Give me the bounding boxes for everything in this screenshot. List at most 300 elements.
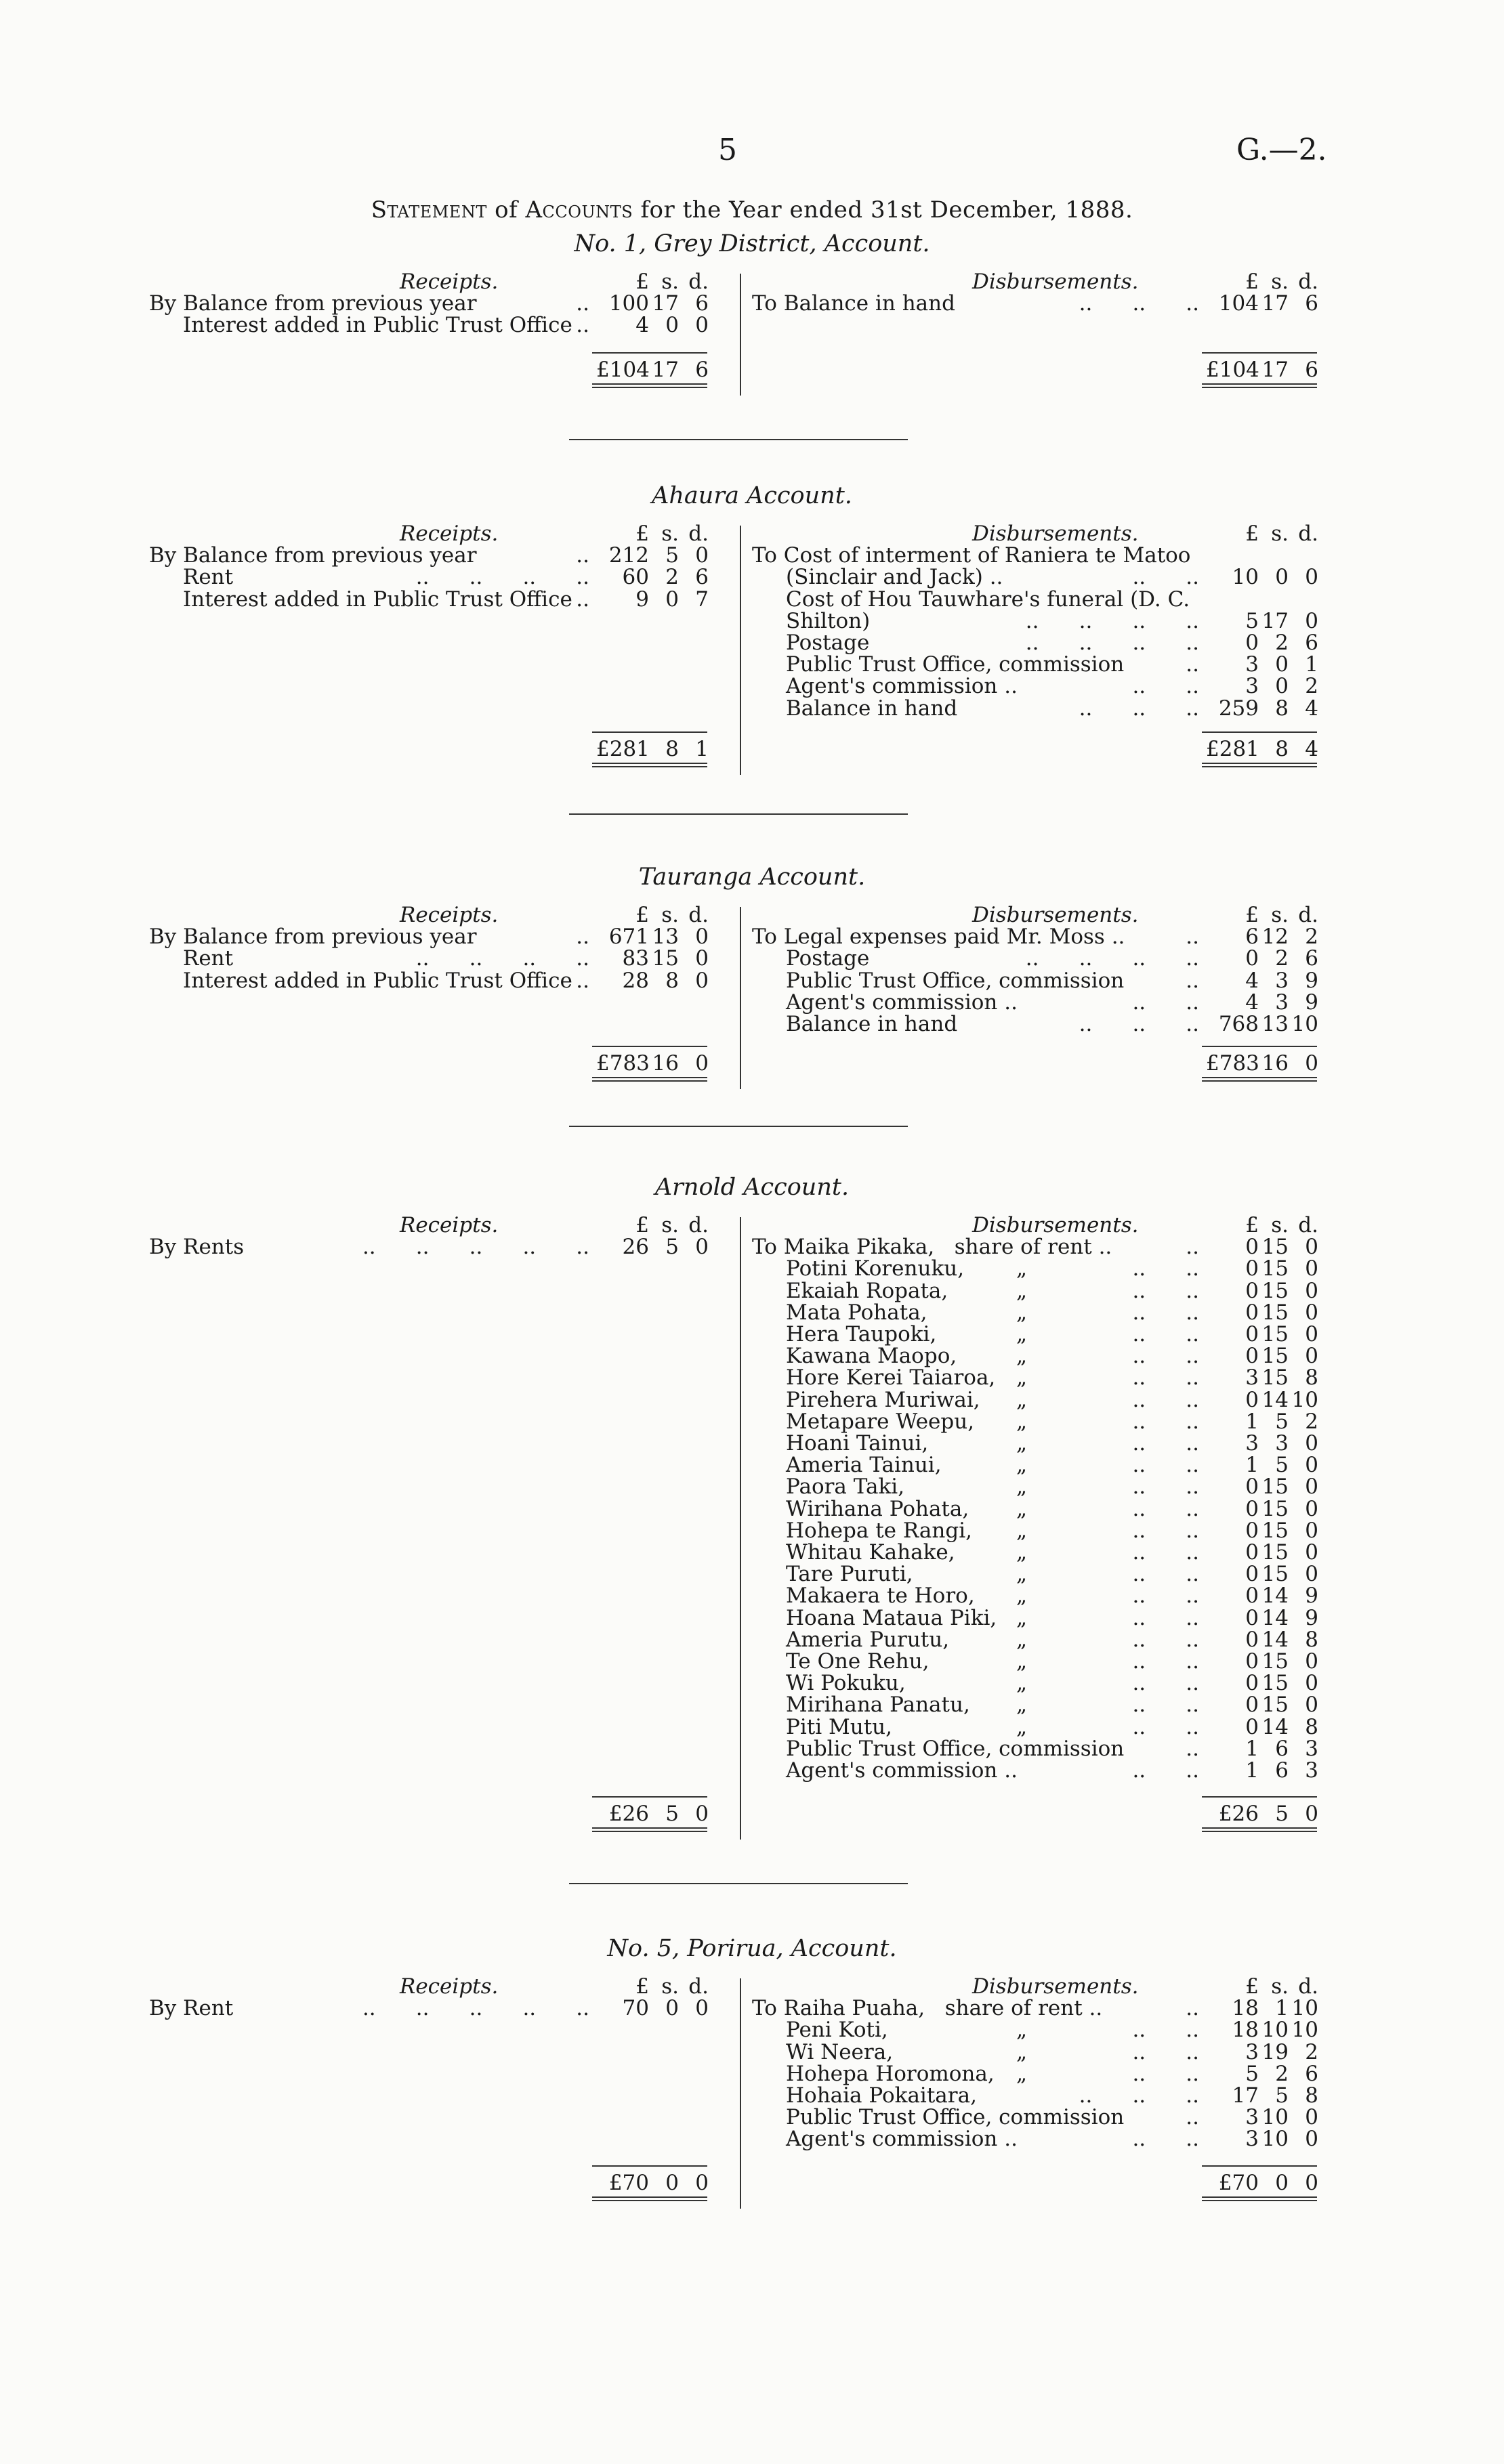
- receipt-amount-shillings: 2: [665, 565, 679, 590]
- disbursement-amount: [1206, 1256, 1318, 1281]
- receipts-total-rule-double: [592, 1077, 707, 1082]
- disbursements-total-amount-shillings: 16: [1261, 1051, 1289, 1076]
- disbursement-amount-shillings: 0: [1275, 565, 1289, 590]
- disbursement-amount-pence: 0: [1305, 1562, 1318, 1587]
- disbursement-amount-pence: 4: [1305, 696, 1318, 721]
- leader-dots: .. ..: [1132, 1693, 1199, 1718]
- disbursement-label: Public Trust Office, commission: [786, 2105, 1125, 2130]
- receipt-amount-shillings: 0: [665, 1996, 679, 2021]
- disbursements-total-amount: [1206, 1802, 1318, 1826]
- disbursements-lsd-header-pound: £: [1245, 1213, 1259, 1237]
- leader-dots: .. ..: [1132, 1627, 1199, 1652]
- ditto-mark: „: [1016, 1605, 1028, 1630]
- disbursement-amount-pounds: 18: [1232, 2018, 1259, 2043]
- disbursement-label: Ameria Tainui,: [786, 1453, 942, 1478]
- leader-dots: .. ..: [1132, 1431, 1199, 1456]
- receipt-amount-shillings: 5: [665, 1235, 679, 1260]
- disbursements-total-amount-pounds: £281: [1206, 737, 1259, 761]
- statement-title-word: Statement: [371, 196, 487, 224]
- disbursement-amount-pounds: 3: [1245, 652, 1259, 677]
- ditto-mark: „: [1016, 1496, 1028, 1521]
- page-number: 5: [718, 133, 737, 167]
- ditto-mark: „: [1016, 1540, 1028, 1565]
- disbursement-label: Whitau Kahake,: [786, 1540, 955, 1565]
- receipt-amount-pounds: 671: [608, 925, 649, 950]
- receipts-total-rule-top: [592, 731, 707, 733]
- ditto-mark: „: [1016, 1365, 1028, 1390]
- disbursement-amount-shillings: 5: [1275, 2083, 1289, 2108]
- disbursements-heading: Disbursements.: [972, 522, 1139, 546]
- disbursements-heading: Disbursements.: [972, 1974, 1139, 1999]
- ditto-mark: „: [1016, 2018, 1028, 2043]
- receipt-amount-shillings: 5: [665, 543, 679, 568]
- disbursements-lsd-header-shilling: s.: [1271, 1974, 1289, 1999]
- ditto-mark: „: [1016, 1693, 1028, 1718]
- disbursement-amount: [1206, 1409, 1318, 1434]
- disbursement-amount-pounds: 0: [1245, 1387, 1259, 1412]
- disbursement-label: Te One Rehu,: [786, 1649, 929, 1674]
- leader-dots: .. .. .. .. ..: [362, 1235, 589, 1260]
- disbursement-label: Paora Taki,: [786, 1474, 905, 1500]
- section-separator: [569, 1883, 908, 1884]
- receipts-lsd-header-shilling: s.: [661, 1974, 679, 1999]
- column-divider: [740, 1217, 741, 1840]
- disbursement-label: Balance in hand: [786, 696, 958, 721]
- disbursement-amount: [1206, 1693, 1318, 1717]
- disbursement-label: Potini Korenuku,: [786, 1256, 965, 1281]
- disbursement-amount-pence: 0: [1305, 1278, 1318, 1303]
- disbursement-amount: [1206, 1758, 1318, 1783]
- disbursement-amount-pence: 0: [1305, 1453, 1318, 1478]
- disbursement-amount-pounds: 4: [1245, 968, 1259, 993]
- disbursement-amount-shillings: 3: [1275, 990, 1289, 1015]
- disbursement-label: Postage: [786, 631, 870, 655]
- disbursement-amount-pounds: 17: [1232, 2083, 1259, 2108]
- disbursement-amount-pence: 2: [1305, 674, 1318, 699]
- disbursements-heading: Disbursements.: [972, 1213, 1139, 1237]
- disbursement-amount: [1206, 1649, 1318, 1674]
- leader-dots: .. .. .. ..: [1025, 608, 1199, 633]
- receipts-heading: Receipts.: [400, 522, 499, 546]
- disbursement-amount: [1206, 925, 1318, 949]
- receipts-total-amount-pounds: £783: [596, 1051, 650, 1076]
- disbursement-amount: [1206, 1453, 1318, 1477]
- disbursement-amount-pounds: 0: [1245, 1693, 1259, 1718]
- leader-dots: ..: [576, 291, 589, 316]
- disbursement-amount-pence: 9: [1305, 990, 1318, 1015]
- receipts-total-rule-top: [592, 1046, 707, 1047]
- disbursement-amount: [1206, 1388, 1318, 1412]
- disbursement-amount-pounds: 0: [1245, 1627, 1259, 1652]
- disbursement-amount-shillings: 15: [1261, 1474, 1289, 1500]
- receipts-total-amount-pounds: £26: [608, 1802, 649, 1826]
- leader-dots: ..: [1186, 652, 1199, 677]
- disbursement-label: Piti Mutu,: [786, 1714, 892, 1739]
- leader-dots: ..: [576, 313, 589, 338]
- disbursement-amount-shillings: 15: [1261, 1300, 1289, 1325]
- disbursements-total-amount-pence: 0: [1305, 1051, 1318, 1076]
- disbursement-amount: [1206, 1518, 1318, 1543]
- leader-dots: .. ..: [1132, 1453, 1199, 1478]
- disbursement-amount-shillings: 15: [1261, 1322, 1289, 1346]
- disbursement-amount-pence: 0: [1305, 1540, 1318, 1565]
- receipts-total-rule-top: [592, 2165, 707, 2167]
- leader-dots: ..: [1186, 925, 1199, 950]
- disbursement-amount-shillings: 10: [1261, 2018, 1289, 2043]
- account-title: Ahaura Account.: [652, 482, 852, 509]
- disbursement-amount-pence: 8: [1305, 1365, 1318, 1390]
- disbursement-amount-pounds: 10: [1232, 565, 1259, 590]
- leader-dots: ..: [576, 968, 589, 993]
- ditto-mark: „: [1016, 1344, 1028, 1369]
- section-separator: [569, 439, 908, 440]
- receipt-amount-shillings: 8: [665, 968, 679, 993]
- leader-dots: .. ..: [1132, 1496, 1199, 1521]
- disbursement-amount-pounds: 0: [1245, 1671, 1259, 1696]
- leader-dots: .. .. ..: [1079, 1012, 1199, 1036]
- disbursement-amount-pounds: 3: [1245, 2039, 1259, 2064]
- column-divider: [740, 274, 741, 396]
- disbursements-lsd-header-shilling: s.: [1271, 1213, 1289, 1237]
- receipts-lsd-header-pence: d.: [688, 522, 709, 546]
- disbursements-total-amount-shillings: 8: [1275, 737, 1289, 761]
- disbursement-amount-shillings: 15: [1261, 1693, 1289, 1718]
- receipt-amount-pence: 0: [695, 925, 709, 950]
- disbursement-amount-pounds: 3: [1245, 674, 1259, 699]
- disbursements-total-amount-pence: 0: [1305, 1802, 1318, 1826]
- disbursement-amount: [1206, 1474, 1318, 1499]
- disbursement-amount-pence: 0: [1305, 1474, 1318, 1500]
- receipts-total-amount-shillings: 0: [665, 2171, 679, 2195]
- disbursement-amount-pounds: 18: [1232, 1996, 1259, 2021]
- account-title: Tauranga Account.: [638, 864, 866, 891]
- disbursement-amount: [1206, 696, 1318, 721]
- leader-dots: ..: [576, 543, 589, 568]
- disbursements-total-amount-shillings: 0: [1275, 2171, 1289, 2195]
- leader-dots: .. .. ..: [1079, 2083, 1199, 2108]
- disbursement-amount: [1206, 1671, 1318, 1695]
- receipt-label: By Rents: [149, 1235, 245, 1260]
- column-divider: [740, 907, 741, 1089]
- receipts-total-rule-top: [592, 352, 707, 354]
- leader-dots: .. ..: [1132, 1758, 1199, 1783]
- disbursements-lsd-header: [1206, 522, 1318, 546]
- disbursement-amount: [1206, 1628, 1318, 1652]
- disbursement-amount: [1206, 652, 1318, 677]
- disbursement-amount: [1206, 2083, 1318, 2108]
- disbursements-total-amount: [1206, 1051, 1318, 1076]
- disbursement-amount-pence: 0: [1305, 1300, 1318, 1325]
- disbursement-amount-pence: 8: [1305, 2083, 1318, 2108]
- disbursement-amount-pence: 0: [1305, 2105, 1318, 2130]
- receipt-amount: [596, 946, 709, 971]
- leader-dots: ..: [1186, 1235, 1199, 1260]
- receipts-total-amount-pence: 0: [695, 2171, 709, 2195]
- leader-dots: .. ..: [1132, 565, 1199, 590]
- disbursements-total-amount-shillings: 5: [1275, 1802, 1289, 1826]
- disbursement-amount-pence: 8: [1305, 1714, 1318, 1739]
- leader-dots: .. ..: [1132, 1387, 1199, 1412]
- disbursement-label: To Cost of interment of Raniera te Matoo: [752, 543, 1191, 568]
- disbursement-label: Hoani Tainui,: [786, 1431, 929, 1456]
- disbursement-amount-shillings: 15: [1261, 1235, 1289, 1260]
- disbursement-amount-pounds: 768: [1218, 1012, 1259, 1036]
- receipts-lsd-header-pence: d.: [688, 1213, 709, 1237]
- statement-title: [0, 196, 1504, 224]
- disbursement-label: Pirehera Muriwai,: [786, 1387, 980, 1412]
- disbursement-amount-shillings: 15: [1261, 1365, 1289, 1390]
- disbursements-lsd-header-pound: £: [1245, 522, 1259, 546]
- disbursement-amount-pounds: 3: [1245, 2105, 1259, 2130]
- receipts-lsd-header-shilling: s.: [661, 1213, 679, 1237]
- receipt-label: By Balance from previous year: [149, 291, 477, 316]
- leader-dots: .. ..: [1132, 2061, 1199, 2086]
- receipts-total-amount-shillings: 8: [665, 737, 679, 761]
- section-separator: [569, 813, 908, 815]
- ditto-mark: „: [1016, 1322, 1028, 1346]
- receipts-lsd-header-pound: £: [635, 270, 649, 294]
- disbursement-amount-pence: 0: [1305, 1431, 1318, 1456]
- disbursement-amount-pounds: 0: [1245, 1496, 1259, 1521]
- disbursement-amount-shillings: 15: [1261, 1344, 1289, 1369]
- receipts-lsd-header-pence: d.: [688, 270, 709, 294]
- disbursement-amount: [1206, 1562, 1318, 1586]
- receipt-label: Rent: [183, 565, 234, 590]
- ditto-mark: „: [1016, 1387, 1028, 1412]
- disbursements-total-amount-pence: 6: [1305, 358, 1318, 382]
- leader-dots: .. ..: [1132, 1714, 1199, 1739]
- disbursement-amount-pence: 2: [1305, 1409, 1318, 1434]
- disbursements-total-amount: [1206, 358, 1318, 382]
- disbursement-label: Kawana Maopo,: [786, 1344, 957, 1369]
- disbursements-total-amount-shillings: 17: [1261, 358, 1289, 382]
- disbursements-total-rule-double: [1202, 2196, 1317, 2201]
- leader-dots: .. .. .. ..: [415, 946, 589, 971]
- disbursement-amount-pence: 0: [1305, 1496, 1318, 1521]
- disbursement-amount-pounds: 0: [1245, 1562, 1259, 1587]
- statement-title-word: Accounts: [525, 196, 633, 224]
- ditto-mark: „: [1016, 1671, 1028, 1696]
- disbursement-label: Wi Neera,: [786, 2039, 894, 2064]
- disbursement-amount-pence: 0: [1305, 1518, 1318, 1543]
- disbursement-amount: [1206, 631, 1318, 655]
- disbursements-lsd-header: [1206, 1213, 1318, 1237]
- disbursement-amount-pounds: 6: [1245, 925, 1259, 950]
- disbursement-amount-pence: 9: [1305, 968, 1318, 993]
- disbursement-amount: [1206, 946, 1318, 971]
- receipt-amount-pounds: 28: [622, 968, 649, 993]
- receipts-lsd-header: [596, 1213, 709, 1237]
- receipt-amount: [596, 291, 709, 316]
- receipts-lsd-header-shilling: s.: [661, 903, 679, 927]
- receipt-amount: [596, 925, 709, 949]
- receipt-amount-shillings: 0: [665, 313, 679, 338]
- disbursement-amount-shillings: 15: [1261, 1278, 1289, 1303]
- disbursement-amount-pence: 10: [1291, 1996, 1318, 2021]
- receipts-lsd-header-pound: £: [635, 1974, 649, 1999]
- disbursements-total-amount-pounds: £26: [1218, 1802, 1259, 1826]
- disbursement-amount-shillings: 8: [1275, 696, 1289, 721]
- disbursements-heading: Disbursements.: [972, 903, 1139, 927]
- disbursement-amount: [1206, 674, 1318, 698]
- disbursement-amount-pounds: 4: [1245, 990, 1259, 1015]
- disbursements-lsd-header-pence: d.: [1298, 270, 1318, 294]
- leader-dots: .. .. ..: [1079, 291, 1199, 316]
- disbursements-lsd-header-shilling: s.: [1271, 903, 1289, 927]
- disbursement-amount-pence: 1: [1305, 652, 1318, 677]
- receipts-total-amount: [596, 737, 709, 761]
- ditto-mark: „: [1016, 1278, 1028, 1303]
- disbursement-label: Public Trust Office, commission: [786, 968, 1125, 993]
- ditto-mark: „: [1016, 1584, 1028, 1609]
- leader-dots: .. .. .. ..: [1025, 631, 1199, 655]
- receipt-label: Interest added in Public Trust Office: [183, 587, 572, 612]
- receipts-heading: Receipts.: [400, 270, 499, 294]
- disbursement-amount-pence: 3: [1305, 1758, 1318, 1783]
- disbursement-amount-pounds: 0: [1245, 631, 1259, 655]
- disbursement-label: Wirihana Pohata,: [786, 1496, 969, 1521]
- column-divider: [740, 526, 741, 775]
- disbursement-label: To Balance in hand: [752, 291, 955, 316]
- disbursement-amount-shillings: 12: [1261, 925, 1289, 950]
- disbursement-amount-pounds: 104: [1218, 291, 1259, 316]
- leader-dots: .. ..: [1132, 990, 1199, 1015]
- disbursement-amount-pence: 0: [1305, 1649, 1318, 1674]
- disbursement-amount-pence: 10: [1291, 1387, 1318, 1412]
- disbursement-label: Hore Kerei Taiaroa,: [786, 1365, 996, 1390]
- disbursement-amount-pence: 0: [1305, 1322, 1318, 1346]
- leader-dots: ..: [1186, 1736, 1199, 1761]
- disbursement-label: Hohepa Horomona,: [786, 2061, 995, 2086]
- disbursements-total-amount-pence: 0: [1305, 2171, 1318, 2195]
- statement-title-text: for the Year ended 31st December, 1888.: [633, 196, 1133, 224]
- disbursement-amount: [1206, 2105, 1318, 2129]
- leader-dots: ..: [1186, 2105, 1199, 2130]
- receipt-amount-pence: 0: [695, 1235, 709, 1260]
- leader-dots: .. ..: [1132, 1671, 1199, 1696]
- disbursement-amount-shillings: 6: [1275, 1736, 1289, 1761]
- ditto-mark: „: [1016, 1649, 1028, 1674]
- leader-dots: .. ..: [1132, 2039, 1199, 2064]
- receipt-amount-shillings: 13: [652, 925, 679, 950]
- disbursement-amount: [1206, 1300, 1318, 1325]
- disbursement-label: Peni Koti,: [786, 2018, 888, 2043]
- disbursement-amount-pence: 2: [1305, 2039, 1318, 2064]
- disbursements-lsd-header-pound: £: [1245, 1974, 1259, 1999]
- receipts-total-amount-shillings: 17: [652, 358, 679, 382]
- disbursement-amount-shillings: 15: [1261, 1649, 1289, 1674]
- receipts-lsd-header-pence: d.: [688, 903, 709, 927]
- disbursement-amount-shillings: 14: [1261, 1605, 1289, 1630]
- leader-dots: .. ..: [1132, 1518, 1199, 1543]
- receipt-amount-shillings: 17: [652, 291, 679, 316]
- ditto-mark: „: [1016, 1474, 1028, 1500]
- receipt-label: Rent: [183, 946, 234, 971]
- receipts-lsd-header-shilling: s.: [661, 270, 679, 294]
- disbursement-amount-shillings: 15: [1261, 1496, 1289, 1521]
- disbursements-total-rule-double: [1202, 763, 1317, 767]
- disbursement-amount-pence: 9: [1305, 1584, 1318, 1609]
- disbursement-amount-pence: 0: [1305, 1693, 1318, 1718]
- disbursement-amount-pence: 8: [1305, 1627, 1318, 1652]
- disbursement-amount-pence: 0: [1305, 2127, 1318, 2152]
- leader-dots: ..: [576, 925, 589, 950]
- disbursement-amount-shillings: 15: [1261, 1562, 1289, 1587]
- disbursement-amount-pounds: 0: [1245, 1322, 1259, 1346]
- disbursement-amount-shillings: 2: [1275, 946, 1289, 971]
- receipts-heading: Receipts.: [400, 1213, 499, 1237]
- disbursement-amount: [1206, 1322, 1318, 1346]
- disbursement-amount: [1206, 2062, 1318, 2086]
- disbursement-amount-pounds: 3: [1245, 2127, 1259, 2152]
- receipt-amount: [596, 969, 709, 993]
- receipt-amount: [596, 1235, 709, 1259]
- disbursements-total-amount-pounds: £70: [1218, 2171, 1259, 2195]
- disbursement-amount: [1206, 1279, 1318, 1303]
- receipt-label: By Balance from previous year: [149, 543, 477, 568]
- disbursements-total-amount-pounds: £783: [1206, 1051, 1259, 1076]
- leader-dots: .. ..: [1132, 1322, 1199, 1346]
- disbursement-amount-pence: 0: [1305, 565, 1318, 590]
- ditto-mark: „: [1016, 1453, 1028, 1478]
- receipts-lsd-header-shilling: s.: [661, 522, 679, 546]
- disbursement-label: Makaera te Horo,: [786, 1584, 975, 1609]
- disbursement-amount-shillings: 15: [1261, 1540, 1289, 1565]
- leader-dots: .. ..: [1132, 1300, 1199, 1325]
- disbursement-amount: [1206, 1365, 1318, 1390]
- disbursement-amount-shillings: 15: [1261, 1256, 1289, 1281]
- receipt-amount: [596, 543, 709, 568]
- receipts-lsd-header: [596, 1974, 709, 1999]
- disbursement-amount-shillings: 14: [1261, 1627, 1289, 1652]
- disbursements-lsd-header-shilling: s.: [1271, 522, 1289, 546]
- disbursement-amount-pence: 0: [1305, 1344, 1318, 1369]
- disbursement-label: Agent's commission ..: [786, 1758, 1018, 1783]
- disbursement-label: Hohaia Pokaitara,: [786, 2083, 977, 2108]
- disbursement-label: Tare Puruti,: [786, 1562, 913, 1587]
- leader-dots: .. ..: [1132, 1344, 1199, 1369]
- receipts-total-rule-double: [592, 2196, 707, 2201]
- receipts-total-amount: [596, 1051, 709, 1076]
- receipts-total-amount-pence: 0: [695, 1802, 709, 1826]
- ditto-mark: „: [1016, 1714, 1028, 1739]
- account-title: Arnold Account.: [654, 1174, 850, 1201]
- leader-dots: .. ..: [1132, 674, 1199, 699]
- receipt-amount-pence: 7: [695, 587, 709, 612]
- disbursement-amount: [1206, 1737, 1318, 1761]
- disbursement-label: To Raiha Puaha, share of rent ..: [752, 1996, 1103, 2021]
- disbursement-amount-pounds: 0: [1245, 1300, 1259, 1325]
- receipt-amount-pounds: 100: [608, 291, 649, 316]
- ditto-mark: „: [1016, 2039, 1028, 2064]
- disbursement-amount-pounds: 0: [1245, 1474, 1259, 1500]
- ditto-mark: „: [1016, 1562, 1028, 1587]
- receipt-amount-pence: 6: [695, 291, 709, 316]
- receipts-heading: Receipts.: [400, 903, 499, 927]
- account-title: No. 1, Grey District, Account.: [574, 230, 930, 257]
- leader-dots: .. ..: [1132, 1540, 1199, 1565]
- leader-dots: .. ..: [1132, 1256, 1199, 1281]
- receipts-total-rule-double: [592, 763, 707, 767]
- receipt-amount-shillings: 15: [652, 946, 679, 971]
- disbursement-amount-shillings: 19: [1261, 2039, 1289, 2064]
- receipts-total-amount-pounds: £281: [596, 737, 650, 761]
- disbursement-amount: [1206, 990, 1318, 1015]
- receipt-label: Interest added in Public Trust Office: [183, 313, 572, 338]
- disbursement-amount-shillings: 17: [1261, 291, 1289, 316]
- disbursement-label: Mata Pohata,: [786, 1300, 927, 1325]
- disbursement-amount-pence: 6: [1305, 631, 1318, 655]
